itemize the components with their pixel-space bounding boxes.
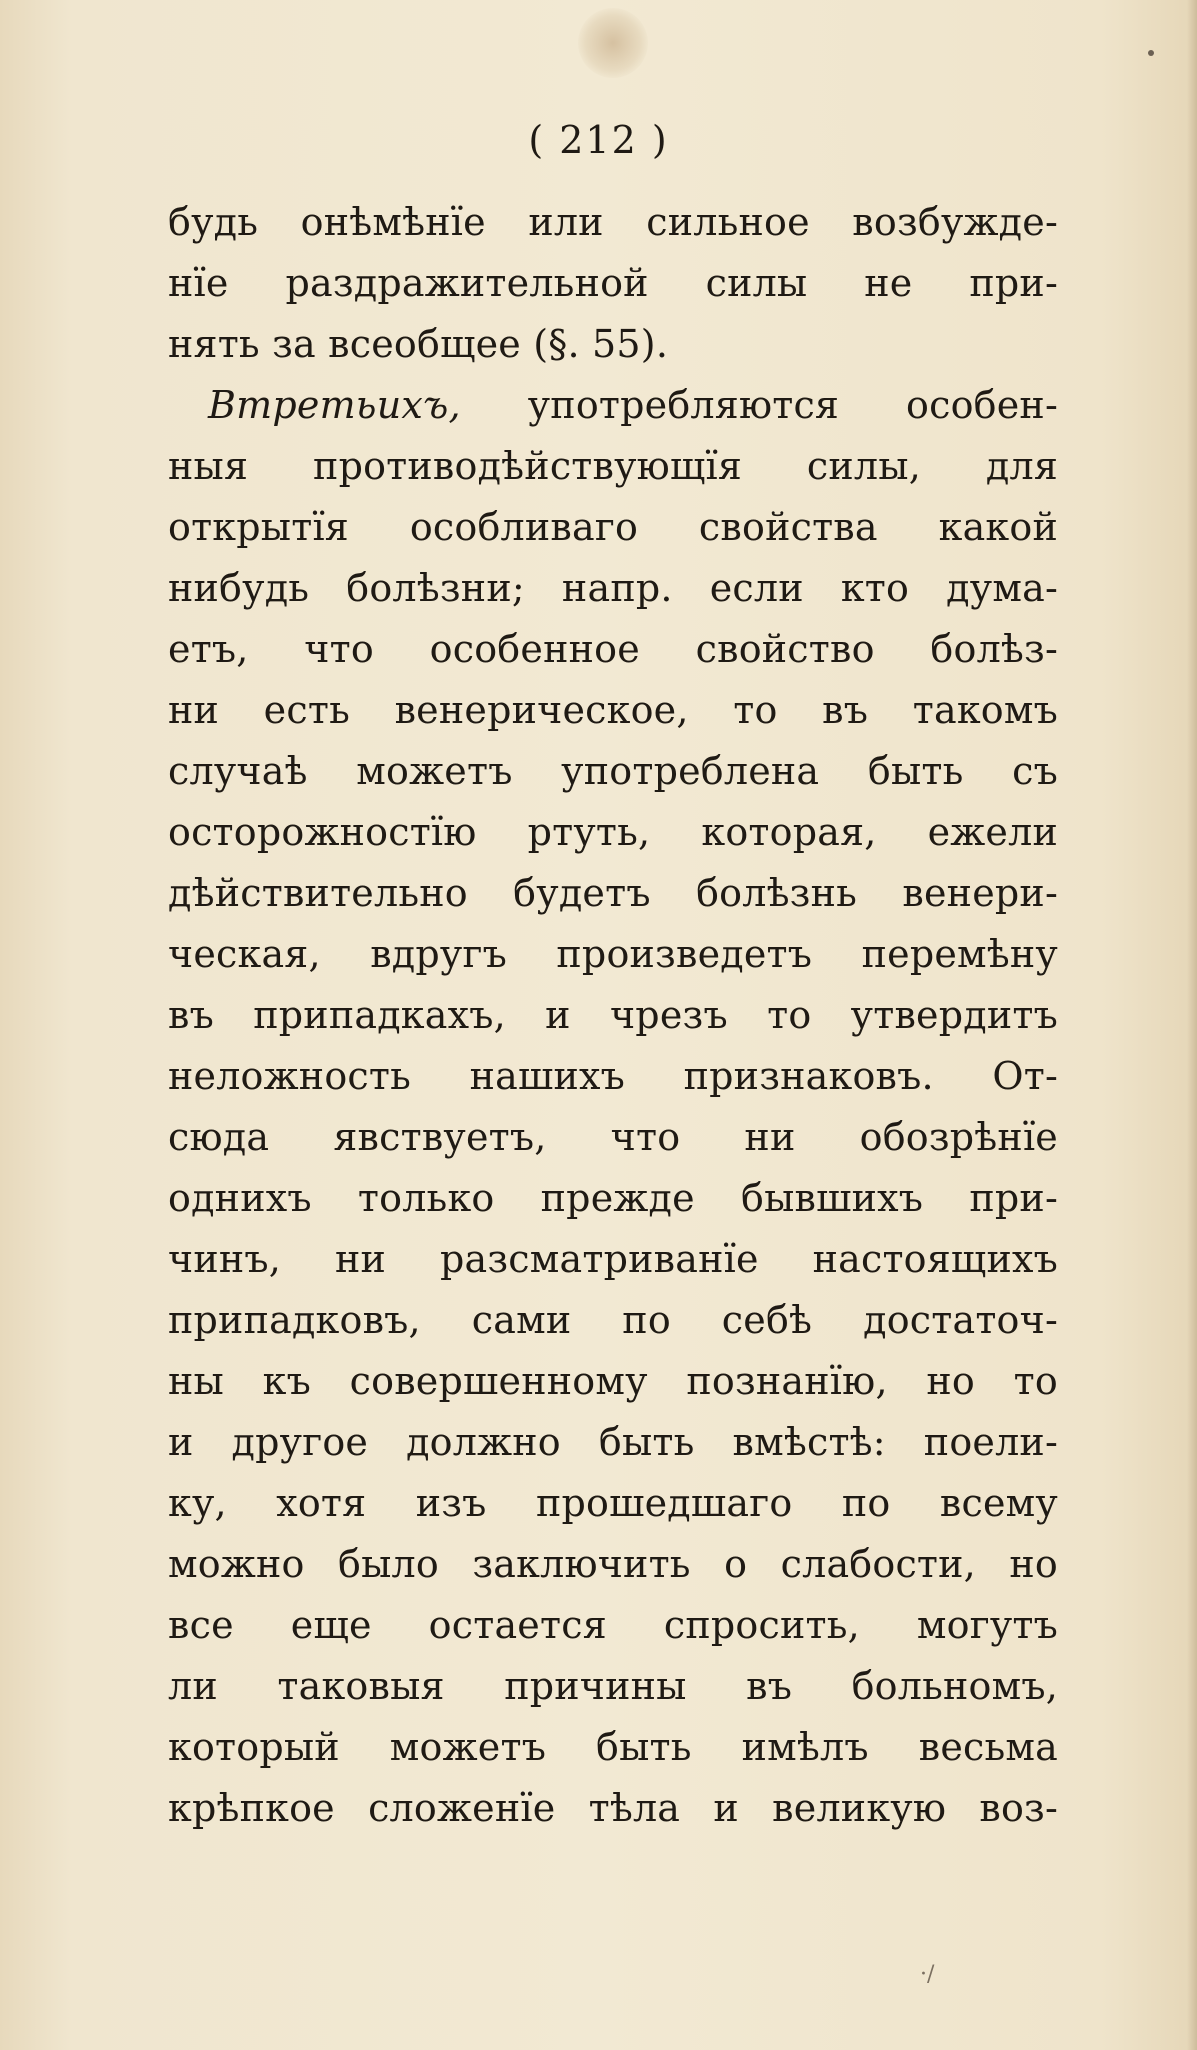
footer-mark: ·/: [920, 1962, 935, 1987]
text-line: крѣпкое сложенїе тѣла и великую воз-: [168, 1786, 1058, 1830]
paper-stain: [578, 8, 648, 78]
text-line: ни есть венерическое, то въ такомъ: [168, 688, 1058, 732]
text-line: все еще остается спросить, могутъ: [168, 1603, 1058, 1647]
text-line: открытїя особливаго свойства какой: [168, 505, 1058, 549]
text-line-rest: употребляются особен-: [527, 383, 1058, 427]
italic-lead-word: Втретьихъ,: [208, 383, 461, 427]
text-line: осторожностїю ртуть, которая, ежели: [168, 810, 1058, 854]
text-line: ческая, вдругъ произведетъ перемѣну: [168, 932, 1058, 976]
text-line: етъ, что особенное свойство болѣз-: [168, 627, 1058, 671]
text-line: сюда явствуетъ, что ни обозрѣнїе: [168, 1115, 1058, 1159]
text-line: припадковъ, сами по себѣ достаточ-: [168, 1298, 1058, 1342]
text-line: ныя противодѣйствующїя силы, для: [168, 444, 1058, 488]
text-line: чинъ, ни разсматриванїе настоящихъ: [168, 1237, 1058, 1281]
text-line: однихъ только прежде бывшихъ при-: [168, 1176, 1058, 1220]
page-number: ( 212 ): [528, 118, 669, 162]
text-line: ку, хотя изъ прошедшаго по всему: [168, 1481, 1058, 1525]
text-line: неложность нашихъ признаковъ. От-: [168, 1054, 1058, 1098]
text-line: и другое должно быть вмѣстѣ: поели-: [168, 1420, 1058, 1464]
page-edge-shadow: [1187, 0, 1197, 2050]
text-line: въ припадкахъ, и чрезъ то утвердитъ: [168, 993, 1058, 1037]
text-line: нїе раздражительной силы не при-: [168, 261, 1058, 305]
ink-speck: [1148, 50, 1154, 56]
text-line: дѣйствительно будетъ болѣзнь венери-: [168, 871, 1058, 915]
text-line: ли таковыя причины въ больномъ,: [168, 1664, 1058, 1708]
text-line: будь онѣмѣнїе или сильное возбужде-: [168, 200, 1058, 244]
text-line: нибудь болѣзни; напр. если кто дума-: [168, 566, 1058, 610]
text-line: случаѣ можетъ употреблена быть съ: [168, 749, 1058, 793]
text-line: который можетъ быть имѣлъ весьма: [168, 1725, 1058, 1769]
text-line: ны къ совершенному познанїю, но то: [168, 1359, 1058, 1403]
paragraph-first-line: [168, 375, 1058, 436]
body-text: [168, 192, 1058, 1839]
text-line: можно было заключить о слабости, но: [168, 1542, 1058, 1586]
text-line: нять за всеобщее (§. 55).: [168, 322, 669, 366]
